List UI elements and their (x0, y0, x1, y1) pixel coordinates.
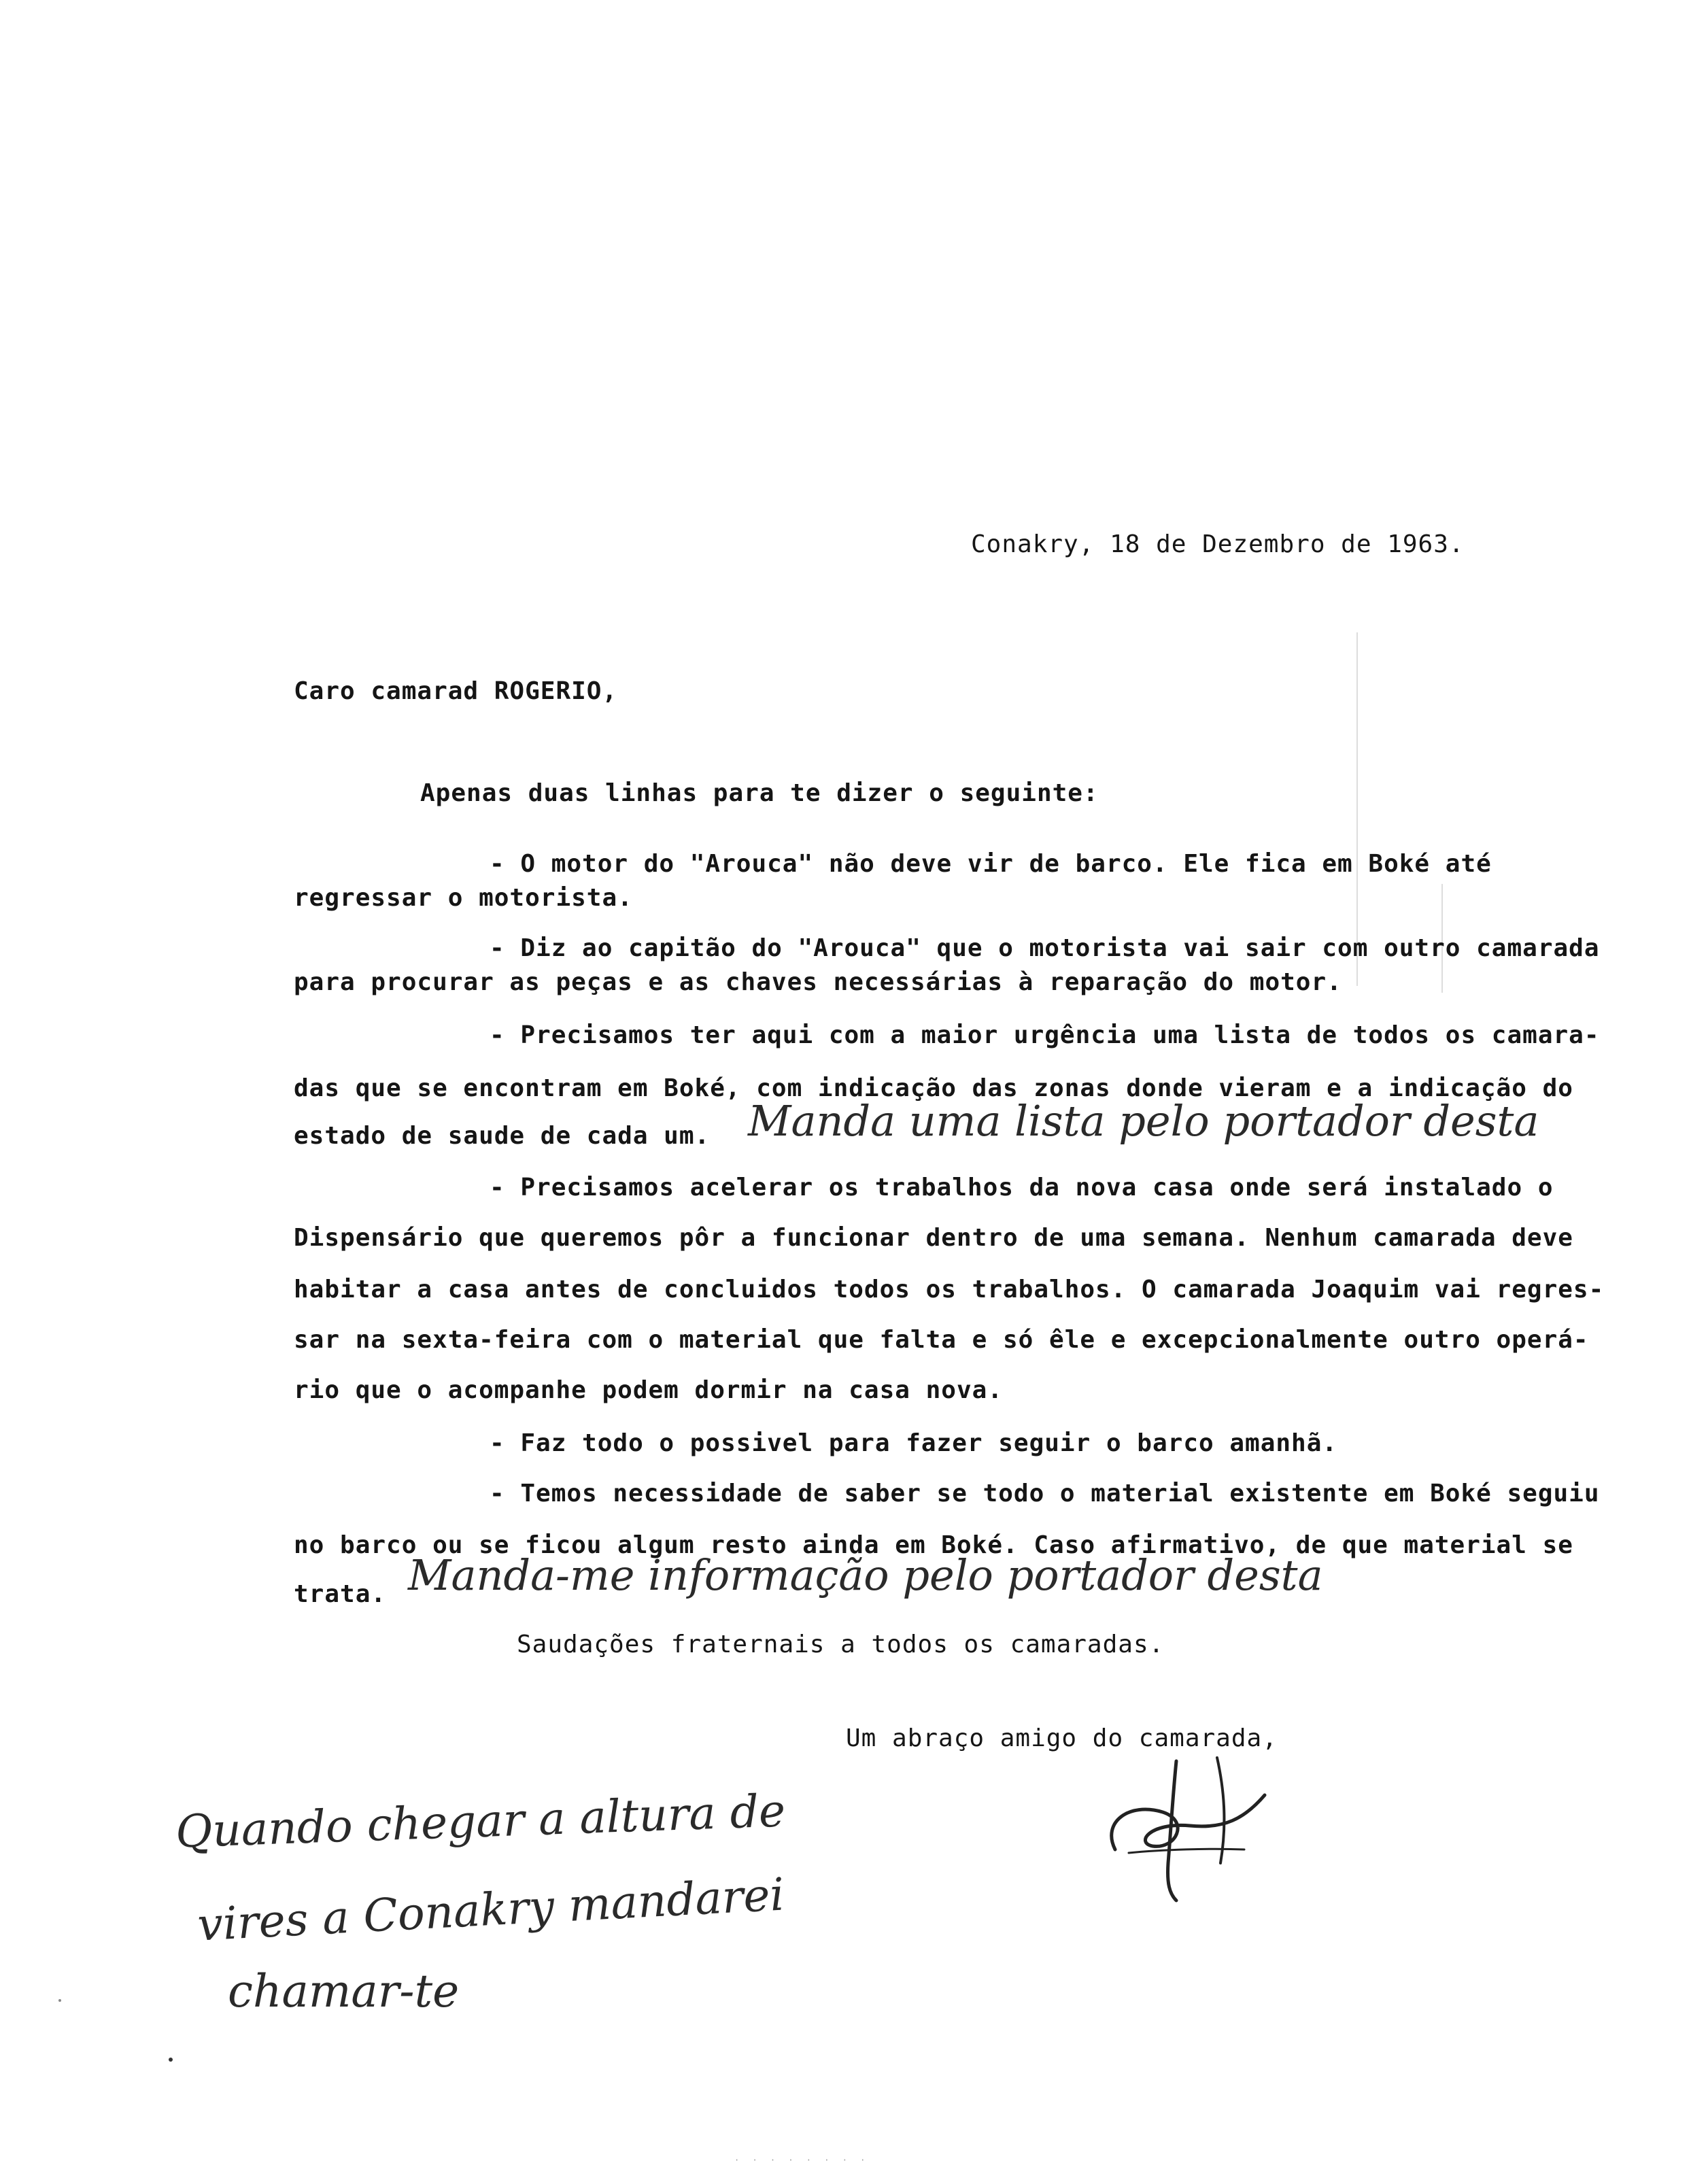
salutation: Caro camarad ROGERIO, (294, 677, 618, 705)
handwritten-note-material: Manda-me informação pelo portador desta (408, 1550, 1323, 1600)
margin-note-line: chamar-te (228, 1965, 460, 2017)
body-line: trata. (294, 1580, 387, 1608)
scan-footer-artifact: · · · · · · · · (734, 2155, 870, 2165)
body-line: habitar a casa antes de concluidos todos os trabalhos. O camarada Joaquim vai regres- (294, 1276, 1605, 1303)
body-line: das que se encontram em Boké, com indicação das zonas donde vieram e a indicação do (294, 1074, 1573, 1102)
body-line: no barco ou se ficou algum resto ainda em Boké. Caso afirmativo, de que material se (294, 1531, 1573, 1559)
body-line: sar na sexta-feira com o material que falta e só êle e excepcionalmente outro operá- (294, 1326, 1589, 1354)
margin-note-line: Quando chegar a altura de (174, 1784, 787, 1858)
body-line: - Temos necessidade de saber se todo o material existente em Boké seguiu (490, 1480, 1600, 1507)
closing-line: Um abraço amigo do camarada, (846, 1724, 1278, 1752)
body-line: - Precisamos acelerar os trabalhos da nova casa onde será instalado o (490, 1174, 1554, 1201)
body-line: - O motor do "Arouca" não deve vir de barco. Ele fica em Boké até (490, 850, 1492, 878)
signature-scribble (1088, 1748, 1305, 1924)
body-line: Dispensário que queremos pôr a funcionar dentro de uma semana. Nenhum camarada deve (294, 1224, 1573, 1252)
body-line: regressar o motorista. (294, 884, 633, 912)
body-line: para procurar as peças e as chaves necessárias à reparação do motor. (294, 968, 1342, 996)
body-line: estado de saude de cada um. (294, 1122, 711, 1150)
body-line: - Faz todo o possivel para fazer seguir o barco amanhã. (490, 1429, 1338, 1457)
greetings-line: Saudações fraternais a todos os camaradas. (517, 1631, 1165, 1658)
dateline: Conakry, 18 de Dezembro de 1963. (971, 530, 1465, 558)
intro-line: Apenas duas linhas para te dizer o seguinte: (420, 779, 1099, 807)
scan-speck (169, 2058, 173, 2062)
body-line: - Diz ao capitão do "Arouca" que o motorista vai sair com outro camarada (490, 934, 1600, 962)
scan-speck (58, 1999, 61, 2002)
margin-note-line: vires a Conakry mandarei (196, 1868, 786, 1951)
handwritten-note-health: Manda uma lista pelo portador desta (748, 1096, 1539, 1146)
body-line: rio que o acompanhe podem dormir na casa nova. (294, 1376, 1003, 1404)
body-line: - Precisamos ter aqui com a maior urgência uma lista de todos os camara- (490, 1021, 1600, 1049)
